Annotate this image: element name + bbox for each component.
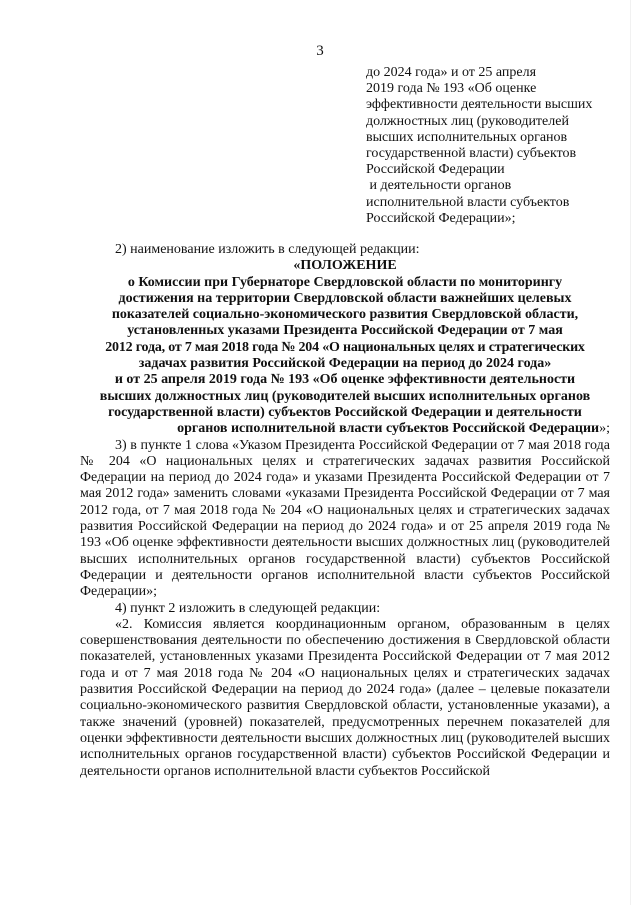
title-line: и от 25 апреля 2019 года № 193 «Об оценке эффективности деятельности <box>114 372 576 388</box>
continuation-line: 2019 года № 193 «Об оценке <box>366 81 537 97</box>
title-tail: »; <box>599 421 610 437</box>
continuation-line: высших исполнительных органов <box>366 129 568 145</box>
document-body <box>80 242 610 780</box>
continuation-line: до 2024 года» и от 25 апреля <box>366 65 537 80</box>
continuation-line: должностных лиц (руководителей <box>366 113 569 129</box>
title-line: «ПОЛОЖЕНИЕ <box>293 258 397 274</box>
continuation-line: исполнительной власти субъектов <box>366 194 570 210</box>
title-line: задачах развития Российской Федерации на период до 2024 года» <box>138 356 552 372</box>
title-line: 2012 года, от 7 мая 2018 года № 204 «О национальных целях и стратегических <box>105 339 585 355</box>
item-4-paragraph: 4) пункт 2 изложить в следующей редакции: <box>115 600 381 616</box>
regulation-title <box>80 258 610 437</box>
continuation-line: Российской Федерации <box>366 162 505 178</box>
continuation-line: эффективности деятельности высших <box>366 97 593 113</box>
continuation-block <box>366 65 616 227</box>
item-2-paragraph: 2) наименование изложить в следующей редакции: <box>115 242 420 257</box>
item-3-paragraph: 3) в пункте 1 слова «Указом Президента Российской Федерации от 7 мая 2018 года № 204 «О национальных целях и стратегических задачах развития Российской Федерации на период до 2024 года» и указами Президента Российской Федерации от 7 мая 2012 года» заменить словами «указами Президента Российской Федерации от 7 мая 2012 года, от 7 мая 2018 года № 204 «О национальных целях и стратегических задачах развития Российской Федерации на период до 2024 года» и от 25 апреля 2019 года № 193 «Об оценке эффективности деятельности высших должностных лиц (руководителей высших исполнительных органов государственной власти) субъектов Российской Федерации и деятельности органов исполнительной власти субъектов Российской Федерации»; <box>80 437 610 600</box>
page-edge-shadow <box>630 0 631 905</box>
title-line: о Комиссии при Губернаторе Свердловской области по мониторингу <box>127 274 563 290</box>
title-line: показателей социально-экономического развития Свердловской области, <box>111 307 579 323</box>
continuation-line: Российской Федерации»; <box>366 210 516 226</box>
title-line: органов исполнительной власти субъектов Российской Федерации <box>177 421 600 437</box>
title-line: высших должностных лиц (руководителей высших исполнительных органов <box>99 388 591 404</box>
title-line: установленных указами Президента Российской Федерации от 7 мая <box>127 323 563 339</box>
item-4-quote-paragraph: «2. Комиссия является координационным органом, образованным в целях совершенствования деятельности по обеспечению достижения в Свердловской области показателей, установленных указами Президента Российской Федерации от 7 мая 2012 года и от 7 мая 2018 года № 204 «О национальных целях и стратегических задачах развития Российской Федерации на период до 2024 года» (далее – целевые показатели социально-экономического развития Свердловской области, установленные указами), а также значений (уровней) показателей, предусмотренных перечнем показателей для оценки эффективности деятельности высших должностных лиц (руководителей высших исполнительных органов государственной власти) субъектов Российской Федерации и деятельности органов исполнительной власти субъектов Российской <box>80 616 610 779</box>
page-number: 3 <box>316 43 324 59</box>
title-last-line <box>80 421 610 437</box>
title-line: государственной власти) субъектов Российской Федерации и деятельности <box>108 404 582 420</box>
title-line: достижения на территории Свердловской области важнейших целевых <box>118 290 572 306</box>
continuation-line: государственной власти) субъектов <box>366 146 577 162</box>
continuation-line: и деятельности органов <box>366 178 512 194</box>
